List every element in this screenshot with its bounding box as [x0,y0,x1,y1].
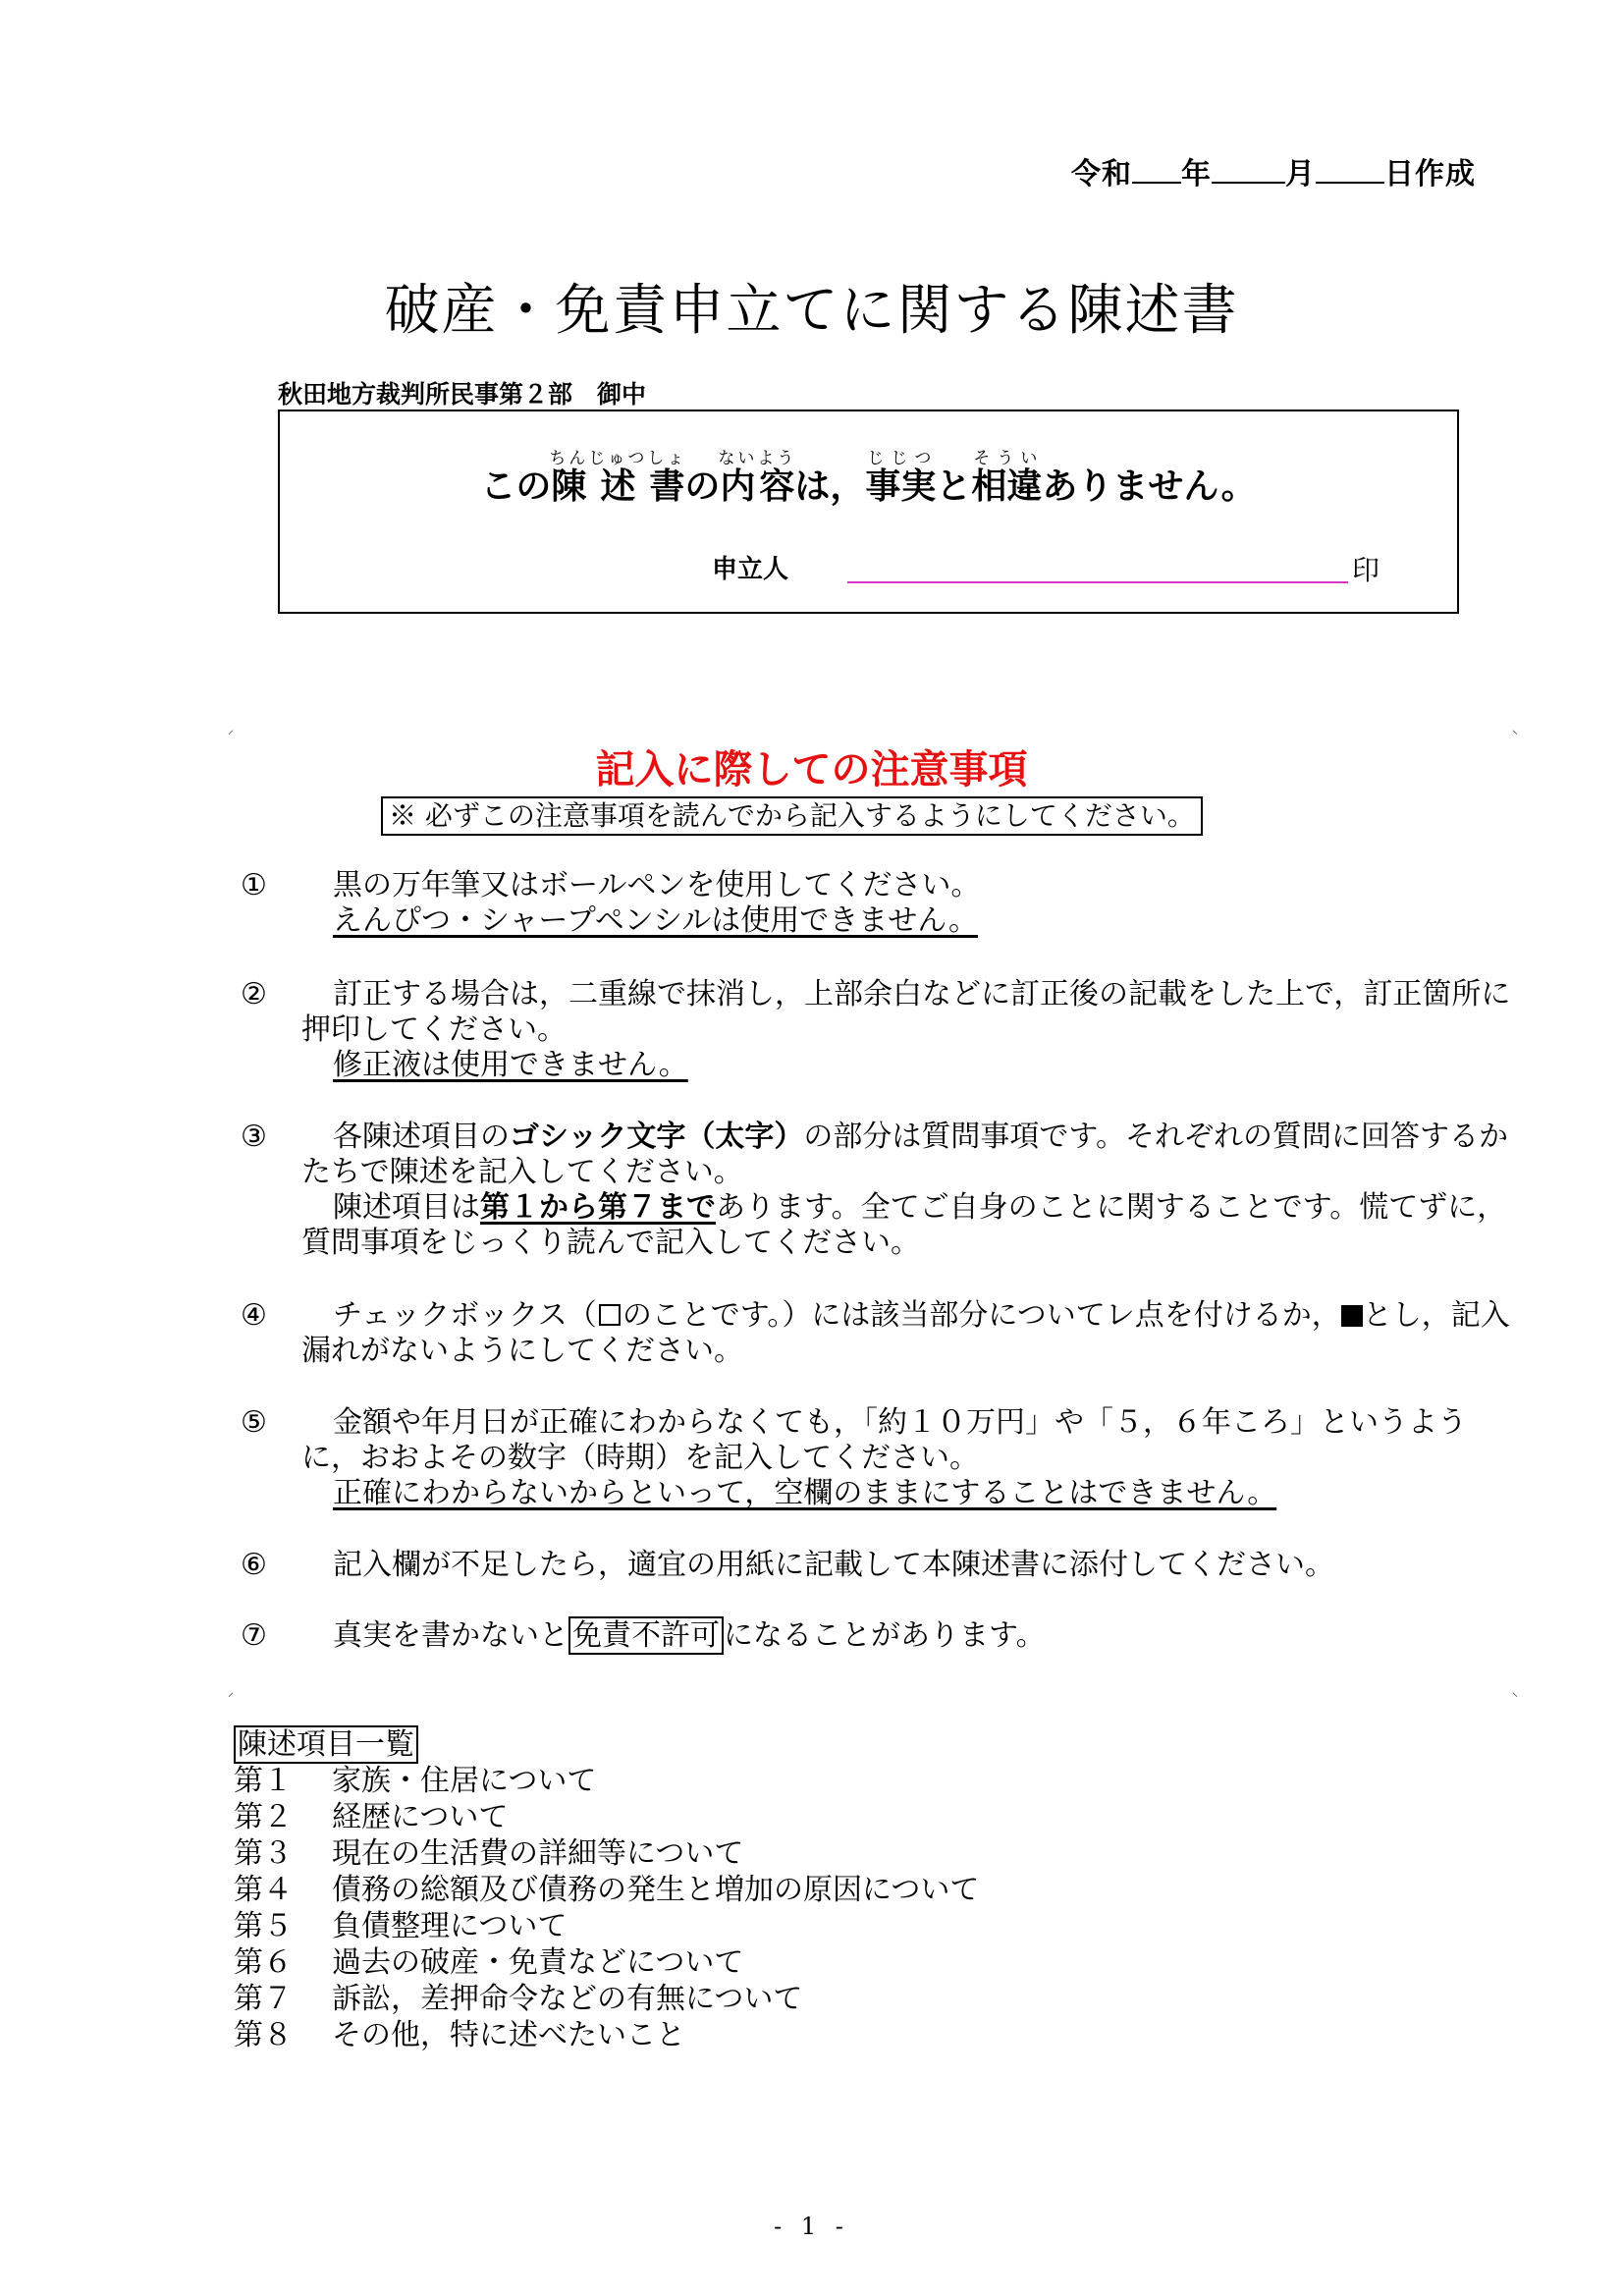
item-text: 陳述項目は第１から第７まであります。全てご自身のことに関することです。慌てずに，質問事項をじっくり読んで記入してください。 [301,1190,1507,1260]
month-label: 月 [1285,157,1316,191]
applicant-label: 申立人 [712,555,789,584]
corner-mark: ⸜ [1512,1685,1519,1699]
item-warning: 修正液は使用できません。 [333,1048,688,1082]
item-warning: えんぴつ・シャープペンシルは使用できません。 [333,903,978,938]
notice-item-2 [241,977,1517,1083]
item-warning: 正確にわからないからといって，空欄のままにすることはできません。 [333,1476,1277,1510]
applicant-signature-line[interactable] [847,581,1348,583]
item-text: 記入欄が不足したら，適宜の用紙に記載して本陳述書に添付してください。 [333,1548,1334,1582]
item-text: チェックボックス（ のことです。）には該当部分についてレ点を付けるか， とし，記入漏れがないようにしてください。 [301,1298,1510,1368]
declaration-text-part: は， [794,466,866,507]
item-range-emphasis: 第１から第７まで [480,1190,716,1225]
declaration-text-part: ありません。 [1042,466,1257,507]
ruby-sho: 書しょ [647,449,687,507]
toc-row: 第４ 債務の総額及び債務の発生と増加の原因について [234,1873,980,1907]
corner-mark: ⸜ [1512,723,1519,737]
notice-item-1 [241,868,1517,939]
month-blank[interactable] [1212,156,1285,184]
item-number: ⑥ [241,1548,267,1582]
declaration-text-part: この [480,466,552,507]
item-text: 真実を書かないと 免責不許可 になることがあります。 [333,1618,1046,1653]
checkbox-icon [599,1304,621,1326]
item-text: 金額や年月日が正確にわからなくても，「約１０万円」や「５，６年ころ」というように，おおよその数字（時期）を記入してください。 [301,1405,1467,1475]
ruby-jijitsu: 事実じじつ [865,449,937,507]
toc-row: 第５ 負債整理について [234,1909,568,1943]
toc-row: 第１ 家族・住居について [234,1764,597,1798]
page-number: - 1 - [774,2213,849,2240]
item-number: ④ [241,1298,267,1333]
era-label: 令和 [1071,157,1132,191]
day-blank[interactable] [1316,156,1384,184]
declaration-text-part: と [936,466,972,507]
creation-date-line [1071,149,1476,192]
declaration-box [278,410,1459,614]
ruby-chin: 陳ちん [549,449,589,507]
boxed-warning: 免責不許可 [568,1616,724,1655]
toc-heading: 陳述項目一覧 [234,1725,418,1764]
declaration-statement [280,449,1457,509]
year-blank[interactable] [1132,156,1181,184]
year-label: 年 [1181,157,1212,191]
notice-subtitle: ※ 必ずこの注意事項を読んでから記入するようにしてください。 [381,796,1203,836]
toc-row: 第３ 現在の生活費の詳細等について [234,1836,744,1871]
notice-item-6 [241,1548,1517,1583]
document-title: 破産・免責申立てに関する陳述書 [384,279,1239,343]
item-text: 訂正する場合は，二重線で抹消し，上部余白などに訂正後の記載をした上で，訂正箇所に押印してください。 [301,977,1511,1047]
bold-gothic-note: ゴシック文字（太字） [510,1120,804,1154]
day-label: 日作成 [1384,157,1476,191]
item-number: ① [241,868,267,902]
notice-title: 記入に際しての注意事項 [595,747,1028,793]
corner-mark: ⸝ [228,723,235,737]
notice-item-5 [241,1405,1517,1511]
filled-square-icon [1341,1305,1363,1327]
item-number: ② [241,977,267,1011]
toc-row: 第８ その他，特に述べたいこと [234,2018,685,2052]
statement-item-list [234,1726,979,2053]
ruby-naiyou: 内容ないよう [718,449,797,507]
toc-row: 第２ 経歴について [234,1800,509,1834]
item-text: 各陳述項目のゴシック文字（太字）の部分は質問事項です。それぞれの質問に回答するかたちで陳述を記入してください。 [301,1120,1509,1189]
corner-mark: ⸝ [228,1685,235,1699]
item-number: ⑤ [241,1405,267,1440]
toc-row: 第７ 訴訟，差押命令などの有無について [234,1982,803,2016]
ruby-soui: 相違そうい [971,449,1043,507]
notice-item-3 [241,1120,1517,1261]
toc-row: 第６ 過去の破産・免責などについて [234,1945,744,1980]
seal-label: 印 [1352,554,1380,586]
notice-item-7 [241,1618,1517,1654]
declaration-text-part: の [684,466,721,507]
item-number: ③ [241,1120,267,1154]
item-number: ⑦ [241,1618,267,1653]
ruby-jutsu: 述じゅつ [588,449,648,507]
court-addressee: 秋田地方裁判所民事第２部 御中 [278,380,647,409]
item-text: 黒の万年筆又はボールペンを使用してください。 [333,868,981,902]
notice-item-4 [241,1298,1517,1369]
